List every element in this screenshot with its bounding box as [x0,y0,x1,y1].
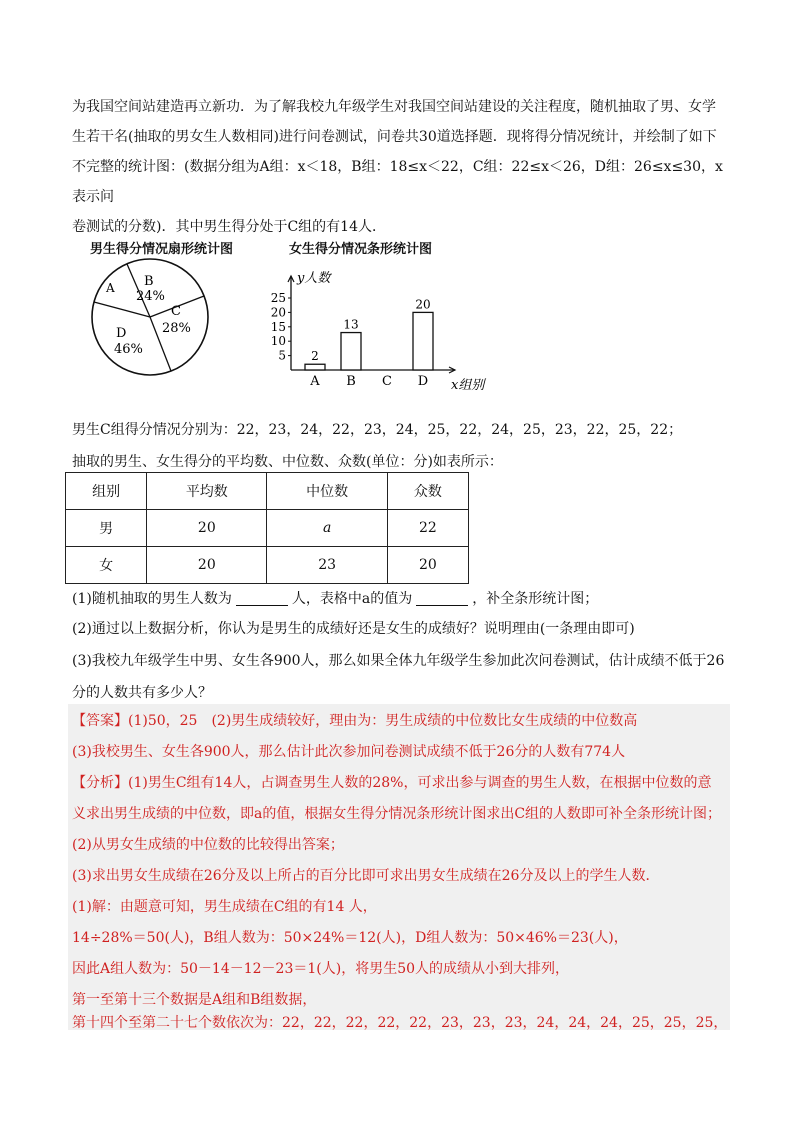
y-axis-label: y人数 [297,271,331,286]
intro-paragraph [72,92,732,242]
answer-line: (3)我校男生、女生各900人，那么估计此次参加问卷测试成绩不低于26分的人数有774人 [72,744,626,760]
y-tick-label: 5 [278,348,286,363]
table-cell: 23 [267,547,387,584]
solution-line: 因此A组人数为：50－14－12－23＝1(人)，将男生50人的成绩从小到大排列， [72,961,570,977]
male-c-scores: 男生C组得分情况分别为：22，23，24，22，23，24，25，22，24，25，23，22，25，22； [72,422,683,438]
bar [305,364,325,370]
solution-line: 第十四个至第二十七个数依次为：22，22，22，22，22，23，23，23，24，24，24，25，25，25， [72,1015,728,1031]
table-header-cell: 组别 [66,473,147,510]
analysis-line: 【分析】(1)男生C组有14人，占调查男生人数的28%，可求出参与调查的男生人数，在根据中位数的意 [72,775,712,791]
bar-value-label: 13 [343,317,359,332]
table-cell: 22 [387,510,468,547]
x-tick-label: D [417,374,429,389]
table-header-cell: 众数 [387,473,468,510]
analysis-line: (2)从男女生成绩的中位数的比较得出答案； [72,837,344,853]
q1-text: ，补全条形统计图； [472,591,599,607]
bar-chart-title: 女生得分情况条形统计图 [289,242,433,257]
table-cell: a [267,510,387,547]
answer-line: 【答案】(1)50，25 (2)男生成绩较好，理由为：男生成绩的中位数比女生成绩的中位数高 [72,713,638,729]
q1-text: (1)随机抽取的男生人数为 [72,591,232,607]
intro-line: 生若干名(抽取的男女生人数相同)进行问卷测试，问卷共30道选择题．现将得分情况统计，并绘制了如下 [72,129,717,145]
pie-chart [80,255,220,380]
pie-label-b-pct: 24% [136,289,165,304]
table-cell: 男 [66,510,147,547]
question-3-line2: 分的人数共有多少人？ [72,685,212,701]
pie-label-b: B [144,274,154,289]
pie-label-c: C [171,304,181,319]
x-tick-label: A [310,374,320,389]
table-header-row [66,473,469,510]
table-header-cell: 中位数 [267,473,387,510]
intro-line: 卷测试的分数)．其中男生得分处于C组的有14人． [72,219,386,235]
question-1 [72,588,732,608]
stats-table [65,472,469,584]
pie-title: 男生得分情况扇形统计图 [90,242,234,257]
bar-chart [255,258,495,393]
solution-line: (1)解：由题意可知，男生成绩在C组的有14 人， [72,899,377,915]
pie-label-a: A [106,281,115,295]
intro-line: 不完整的统计图：(数据分组为A组：x＜18，B组：18≤x＜22，C组：22≤x＜26，D组：26≤x≤30，x 表示问 [72,159,723,205]
table-row [66,510,469,547]
bar-value-label: 2 [311,349,319,364]
bar-value-label: 20 [415,297,431,312]
y-tick-label: 20 [270,305,286,320]
solution-line: 14÷28%＝50(人)，B组人数为：50×24%＝12(人)，D组人数为：50×46%＝23(人)， [72,930,628,946]
table-cell: 20 [387,547,468,584]
analysis-line: (3)求出男女生成绩在26分及以上所占的百分比即可求出男女生成绩在26分及以上的学生人数． [72,868,660,884]
analysis-line: 义求出男生成绩的中位数，即a的值，根据女生得分情况条形统计图求出C组的人数即可补全条形统计图； [72,806,722,822]
pie-label-d: D [116,326,127,341]
x-axis-label: x组别 [451,378,485,393]
pie-label-d-pct: 46% [114,342,143,357]
table-intro: 抽取的男生、女生得分的平均数、中位数、众数(单位：分)如表所示： [72,454,503,470]
solution-line: 第一至第十三个数据是A组和B组数据， [72,992,317,1008]
table-cell: 20 [147,510,267,547]
question-2: (2)通过以上数据分析，你认为是男生的成绩好还是女生的成绩好？说明理由(一条理由即可) [72,621,635,637]
bar [341,333,361,370]
table-header-cell: 平均数 [147,473,267,510]
x-tick-label: B [346,374,356,389]
answer-blank[interactable] [236,591,288,606]
answer-blank[interactable] [416,591,468,606]
q1-text: 人，表格中a的值为 [291,591,413,607]
y-tick-label: 25 [270,291,286,305]
y-tick-label: 10 [270,334,286,349]
x-tick-label: C [382,374,392,389]
table-cell: 20 [147,547,267,584]
table-cell: 女 [66,547,147,584]
y-tick-label: 15 [270,319,286,334]
bar [413,312,433,370]
question-3-line1: (3)我校九年级学生中男、女生各900人，那么如果全体九年级学生参加此次问卷测试，估计成绩不低于26 [72,653,725,669]
table-row [66,547,469,584]
pie-label-c-pct: 28% [162,321,191,336]
intro-line: 为我国空间站建造再立新功．为了解我校九年级学生对我国空间站建设的关注程度，随机抽取了男、女学 [72,99,716,115]
